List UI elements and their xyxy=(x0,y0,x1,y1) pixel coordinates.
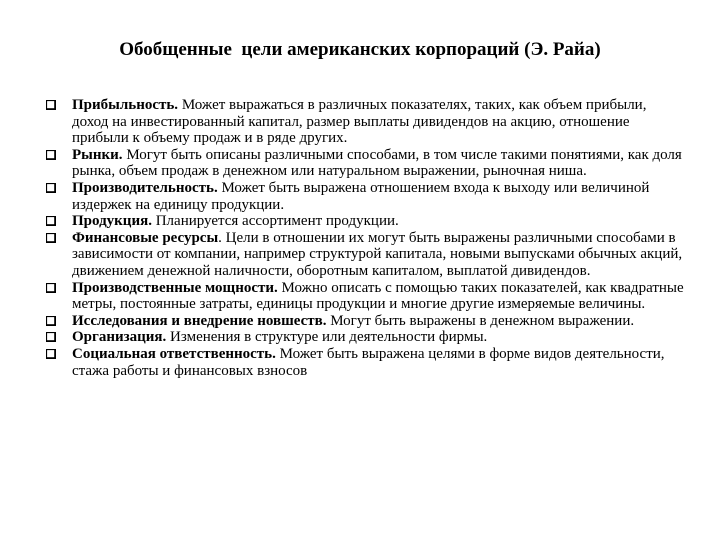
list-item xyxy=(46,346,686,379)
goal-text: . Цели в отношении их могут быть выражены различными способами в зависимости от компании, например структурой капитала, новыми выпусками обычных акций, движением денежной наличности, оборотным капиталом, выплатой дивидендов. xyxy=(72,229,683,279)
checkbox-bullet-icon xyxy=(46,233,56,243)
goal-text: Можно описать с помощью таких показателей, как квадратные метры, постоянные затраты, единицы продукции и многие другие измеряемые величины. xyxy=(72,279,684,313)
checkbox-bullet-icon xyxy=(46,100,56,110)
goal-term: Организация. xyxy=(72,329,167,346)
checkbox-bullet-icon xyxy=(46,150,56,160)
goal-term: Прибыльность. xyxy=(72,97,179,113)
list-item xyxy=(46,313,686,330)
checkbox-bullet-icon xyxy=(46,332,56,342)
slide-title: Обобщенные цели американских корпораций (Э. Райа) xyxy=(119,39,601,60)
list-item xyxy=(46,97,686,147)
list-item xyxy=(46,180,686,213)
goal-text: Изменения в структуре или деятельности фирмы. xyxy=(166,329,488,346)
goals-list xyxy=(46,97,686,379)
list-item xyxy=(46,280,686,313)
checkbox-bullet-icon xyxy=(46,316,56,326)
checkbox-bullet-icon xyxy=(46,183,56,193)
goal-text: Могут быть описаны различными способами, в том числе такими понятиями, как доля рынка, объем продаж в денежном или натуральном выражении, рыночная ниша. xyxy=(72,146,682,180)
goal-text: Может быть выражена целями в форме видов деятельности, стажа работы и финансовых взносов xyxy=(72,345,665,379)
goal-term: Производственные мощности. xyxy=(72,279,278,296)
goal-term: Производительность. xyxy=(72,179,218,196)
goal-text: Могут быть выражены в денежном выражении. xyxy=(326,312,635,329)
goal-text: Может быть выражена отношением входа к выходу или величиной издержек на единицу продукции. xyxy=(72,179,650,213)
goal-term: Социальная ответственность. xyxy=(72,345,276,362)
list-item xyxy=(46,329,686,346)
goal-term: Исследования и внедрение новшеств. xyxy=(72,312,327,329)
list-item xyxy=(46,230,686,280)
list-item xyxy=(46,213,686,230)
goal-term: Рынки. xyxy=(72,146,123,163)
goal-text: Планируется ассортимент продукции. xyxy=(151,213,399,230)
checkbox-bullet-icon xyxy=(46,349,56,359)
goal-term: Продукция. xyxy=(72,213,152,230)
checkbox-bullet-icon xyxy=(46,216,56,226)
goal-text: Может выражаться в различных показателях, таких, как объем прибыли, доход на инвестированный капитал, размер выплаты дивидендов на акцию, отношение прибыли к объему продаж и в ряде других. xyxy=(72,97,647,147)
list-item xyxy=(46,147,686,180)
goal-term: Финансовые ресурсы xyxy=(72,229,219,246)
checkbox-bullet-icon xyxy=(46,283,56,293)
